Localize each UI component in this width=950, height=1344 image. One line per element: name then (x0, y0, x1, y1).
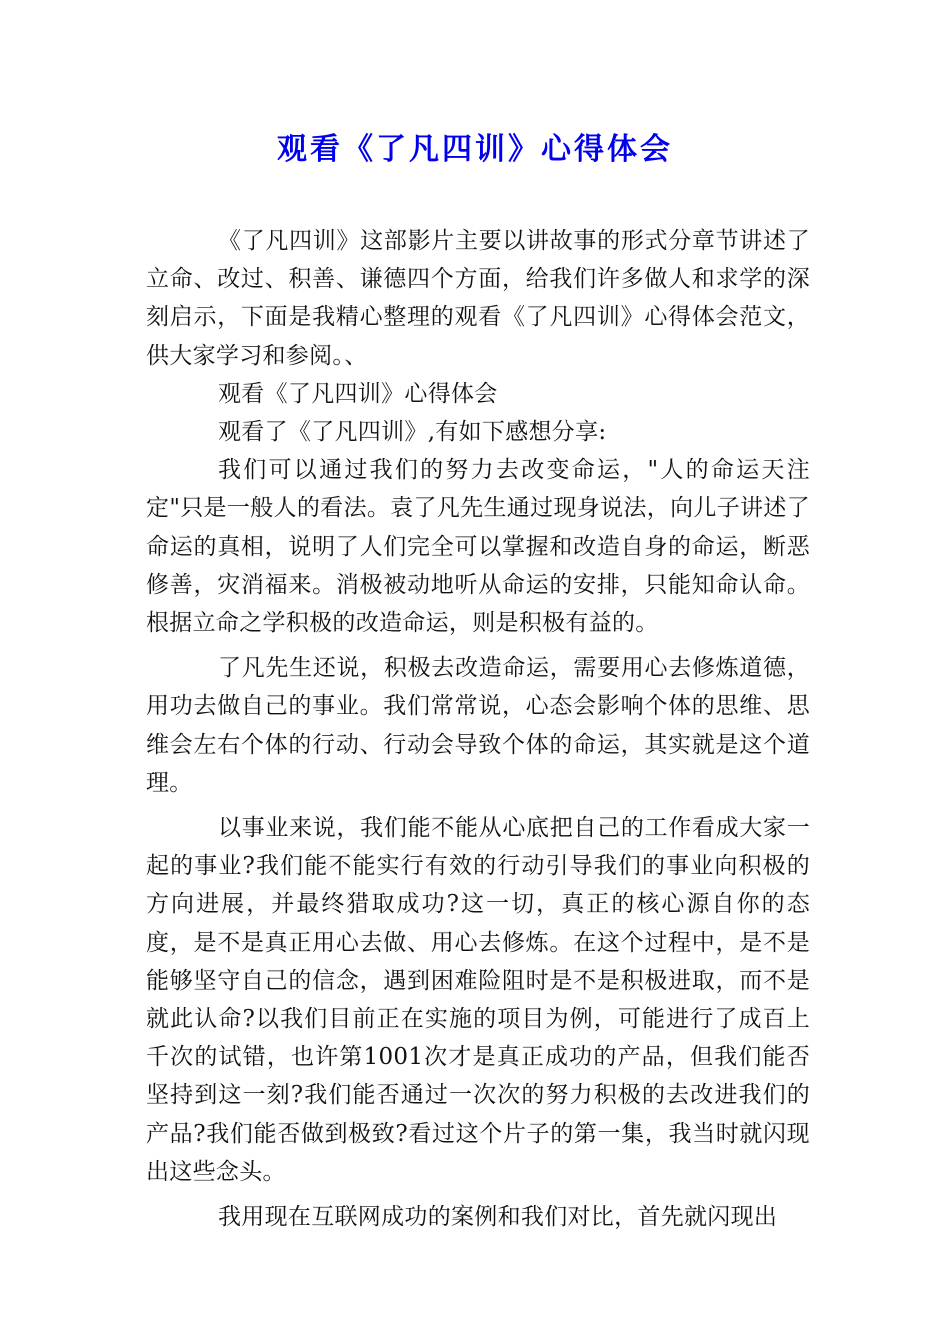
paragraph-subtitle: 观看《了凡四训》心得体会 (218, 380, 498, 407)
document-title: 观看《了凡四训》心得体会 (277, 132, 673, 167)
paragraph-intro: 《了凡四训》这部影片主要以讲故事的形式分章节讲述了立命、改过、积善、谦德四个方面，给我们许多做人和求学的深刻启示，下面是我精心整理的观看《了凡四训》心得体会范文，供大家学习和参阅。、 (146, 228, 810, 369)
paragraph-career: 以事业来说，我们能不能从心底把自己的工作看成大家一起的事业?我们能不能实行有效的行动引导我们的事业向积极的方向进展，并最终猎取成功?这一切，真正的核心源自你的态度，是不是真正用心去做、用心去修炼。在这个过程中，是不是能够坚守自己的信念，遇到困难险阻时是不是积极进取，而不是就此认命?以我们目前正在实施的项目为例，可能进行了成百上千次的试错，也许第1001次才是真正成功的产品，但我们能否坚持到这一刻?我们能否通过一次次的努力积极的去改进我们的产品?我们能否做到极致?看过这个片子的第一集，我当时就闪现出这些念头。 (146, 815, 810, 1185)
document-body (146, 222, 810, 1236)
paragraph-lead: 观看了《了凡四训》,有如下感想分享: (218, 419, 607, 446)
paragraph-cultivation: 了凡先生还说，积极去改造命运，需要用心去修炼道德，用功去做自己的事业。我们常常说，心态会影响个体的思维、思维会左右个体的行动、行动会导致个体的命运，其实就是这个道理。 (146, 655, 810, 796)
paragraph-internet: 我用现在互联网成功的案例和我们对比，首先就闪现出 (218, 1204, 778, 1231)
paragraph-destiny: 我们可以通过我们的努力去改变命运，"人的命运天注定"只是一般人的看法。袁了凡先生通过现身说法，向儿子讲述了命运的真相，说明了人们完全可以掌握和改造自身的命运，断恶修善，灾消福来。消极被动地听从命运的安排，只能知命认命。根据立命之学积极的改造命运，则是积极有益的。 (146, 457, 810, 637)
